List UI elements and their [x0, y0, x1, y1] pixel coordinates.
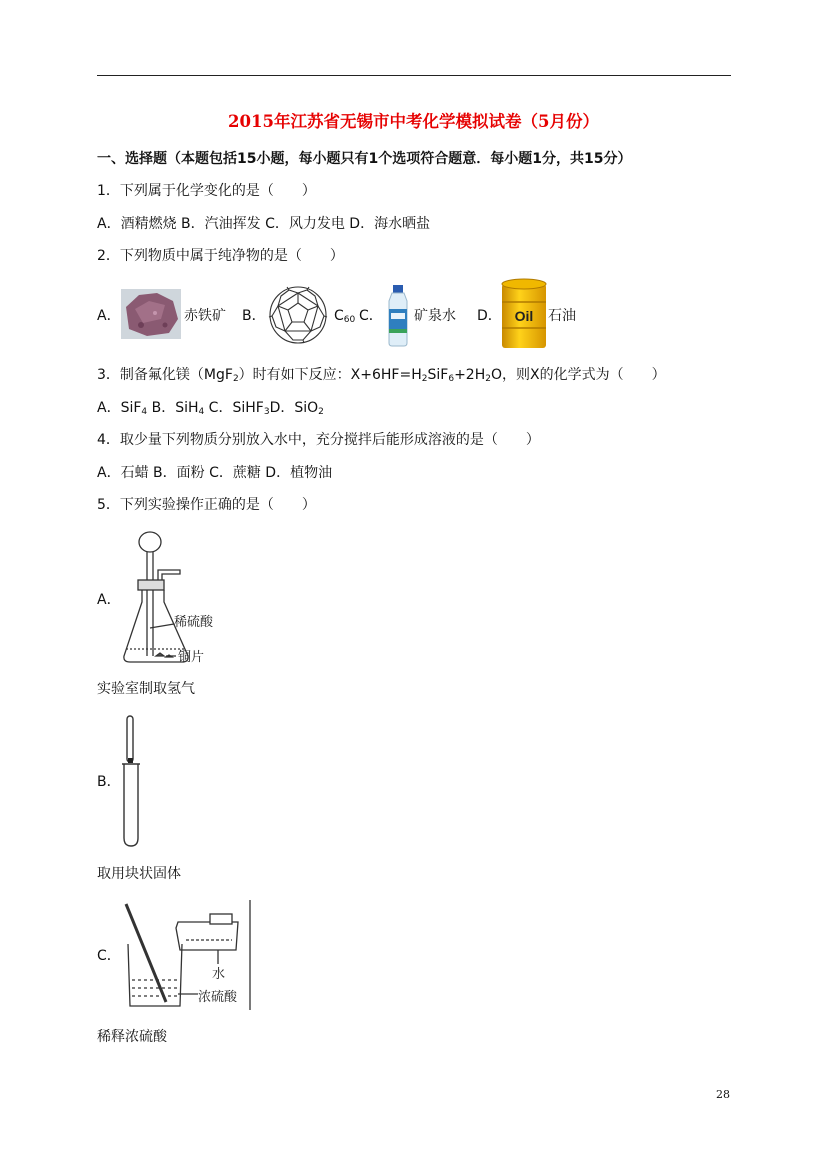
dilute-sulfuric-acid-label: 稀硫酸 [174, 615, 214, 630]
q5-option-b-letter: B． [97, 774, 121, 790]
water-label: 水 [212, 967, 226, 982]
q3-stem: 3．制备氟化镁（MgF$_2$）时有如下反应：$X+6HF=H_2SiF_6+2H_2O$，则X的化学式为（ ） [97, 367, 666, 384]
page-number: 28 [716, 1088, 730, 1101]
hematite-image [121, 289, 181, 339]
q3-options: A．SiF$_4$ B．SiH$_4$ C．SiHF$_3$D．SiO$_2$ [97, 400, 324, 417]
q2-option-d-letter: D． [477, 308, 502, 324]
copper-sheet-label: 铜片 [178, 650, 205, 665]
dilution-diagram [118, 898, 254, 1012]
q1-stem: 1．下列属于化学变化的是（ ） [97, 183, 316, 199]
solid-block [128, 758, 133, 763]
q2-option-a-text: 赤铁矿 [184, 308, 226, 324]
q4-stem: 4．取少量下列物质分别放入水中，充分搅拌后能形成溶液的是（ ） [97, 432, 540, 448]
q5-stem: 5．下列实验操作正确的是（ ） [97, 497, 316, 513]
concentrated-sulfuric-acid-label: 浓硫酸 [198, 990, 238, 1005]
q2-option-d-text: 石油 [548, 308, 576, 324]
test-tube-diagram [118, 712, 144, 852]
q2-option-a-letter: A． [97, 308, 121, 324]
q2-option-b-letter: B． [242, 308, 266, 324]
q5-option-a-caption: 实验室制取氢气 [97, 681, 195, 697]
q4-options: A．石蜡 B．面粉 C．蔗糖 D．植物油 [97, 465, 333, 481]
q5-option-a-letter: A． [97, 592, 121, 608]
mineral-water-bottle-image [383, 283, 413, 347]
q2-option-c-letter: C． [359, 308, 383, 324]
q2-option-c-text: 矿泉水 [414, 308, 456, 324]
q2-stem: 2．下列物质中属于纯净物的是（ ） [97, 248, 344, 264]
q5-option-c-letter: C． [97, 948, 121, 964]
q2-option-b-text: $C_{60}$ [334, 308, 356, 325]
barrel-label: Oil [514, 308, 534, 324]
q1-options: A．酒精燃烧 B．汽油挥发 C．风力发电 D．海水晒盐 [97, 216, 431, 232]
section-heading: 一、选择题（本题包括15小题，每小题只有1个选项符合题意．每小题1分，共15分） [97, 151, 632, 167]
q5-option-b-caption: 取用块状固体 [97, 866, 181, 882]
hydrogen-apparatus-diagram [120, 528, 230, 668]
header-rule [97, 75, 731, 76]
c60-molecule-image [267, 283, 329, 347]
oil-barrel-image [500, 278, 548, 352]
q5-option-c-caption: 稀释浓硫酸 [97, 1029, 167, 1045]
page-title: 2015年江苏省无锡市中考化学模拟试卷（5月份） [228, 112, 599, 131]
